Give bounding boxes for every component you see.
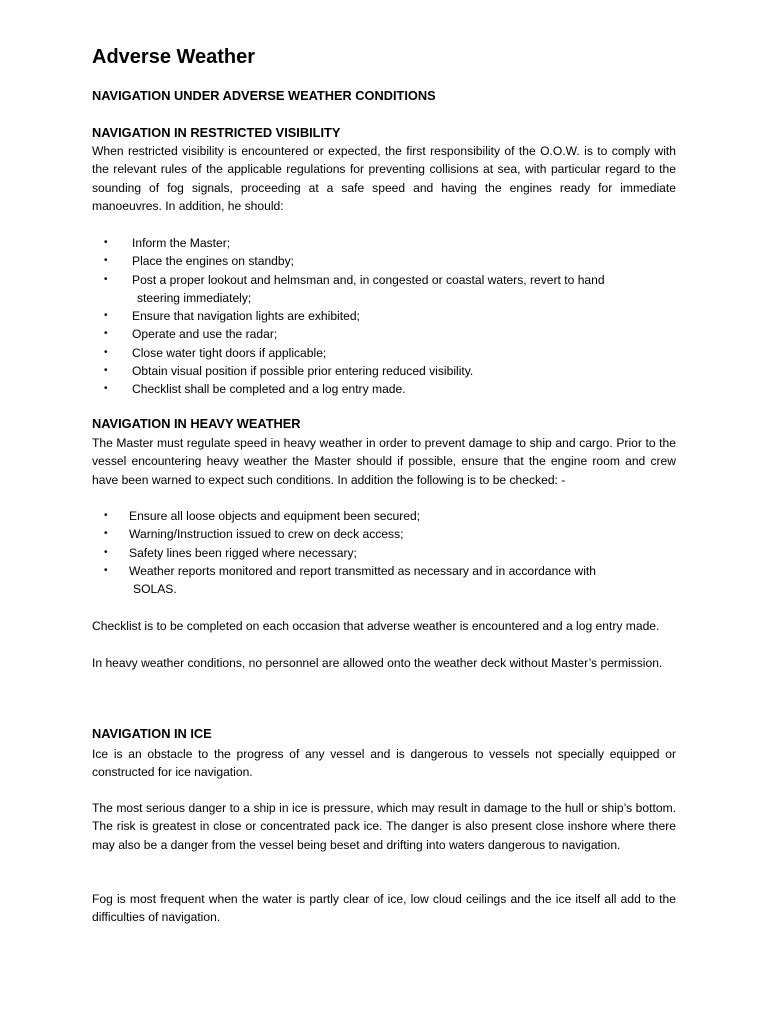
restricted-visibility-heading: NAVIGATION IN RESTRICTED VISIBILITY — [92, 125, 341, 140]
bullet-icon: • — [104, 237, 108, 248]
heavy-weather-list — [92, 507, 676, 598]
restricted-visibility-intro: When restricted visibility is encountered or expected, the first responsibility of the O.O.W. is to comply with the relevant rules of the applicable regulations for preventing collisions at sea, with particular regard to the sounding of fog signals, proceeding at a safe speed and having the engines ready for immediate manoeuvres. In addition, he should: — [92, 144, 676, 214]
bullet-icon: • — [104, 273, 108, 285]
list-item: • Place the engines on standby; — [92, 252, 676, 270]
list-item: • Safety lines been rigged where necessary; — [92, 544, 676, 562]
main-heading: NAVIGATION UNDER ADVERSE WEATHER CONDITIONS — [92, 88, 436, 103]
document-title: Adverse Weather — [92, 46, 256, 68]
heavy-weather-checklist-note: Checklist is to be completed on each occasion that adverse weather is encountered and a log entry made. — [92, 619, 660, 633]
bullet-icon: • — [104, 528, 108, 540]
bullet-icon: • — [104, 365, 108, 377]
list-item: • Obtain visual position if possible prior entering reduced visibility. — [92, 362, 676, 380]
ice-paragraph-1: Ice is an obstacle to the progress of any vessel and is dangerous to vessels not specially equipped or constructed for ice navigation. — [92, 747, 676, 780]
list-item: • Post a proper lookout and helmsman and, in congested or coastal waters, revert to hand steering immediately; — [104, 272, 605, 305]
heavy-weather-permission-note: In heavy weather conditions, no personnel are allowed onto the weather deck without Master’s permission. — [92, 656, 663, 670]
ice-paragraph-2: The most serious danger to a ship in ice is pressure, which may result in damage to the hull or ship’s bottom. The risk is greatest in close or concentrated pack ice. The danger is also present close inshore where there may also be a danger from the vessel being beset and drifting into waters dangerous to navigation. — [92, 801, 676, 852]
list-item: • Operate and use the radar; — [92, 325, 676, 343]
bullet-icon: • — [104, 510, 108, 521]
bullet-icon: • — [104, 546, 108, 558]
list-item: • Ensure that navigation lights are exhibited; — [92, 307, 676, 325]
heavy-weather-intro: The Master must regulate speed in heavy weather in order to prevent damage to ship and cargo. Prior to the vessel encountering heavy weather the Master should if possible, ensure that the engine room and crew have been warned to expect such conditions. In addition the following is to be checked: - — [92, 436, 676, 487]
bullet-icon: • — [104, 383, 108, 395]
list-item: • Ensure all loose objects and equipment been secured; — [92, 507, 676, 525]
heavy-weather-heading: NAVIGATION IN HEAVY WEATHER — [92, 416, 301, 431]
list-item: • Warning/Instruction issued to crew on deck access; — [92, 525, 676, 543]
bullet-icon: • — [104, 328, 108, 340]
bullet-icon: • — [104, 564, 108, 576]
bullet-icon: • — [104, 255, 108, 267]
bullet-icon: • — [104, 310, 108, 322]
list-item: • Checklist shall be completed and a log entry made. — [92, 380, 676, 398]
ice-paragraph-3: Fog is most frequent when the water is partly clear of ice, low cloud ceilings and the ice itself all add to the difficulties of navigation. — [92, 892, 676, 925]
list-item: • Inform the Master; — [92, 234, 676, 252]
ice-heading: NAVIGATION IN ICE — [92, 726, 212, 741]
bullet-icon: • — [104, 346, 108, 358]
list-item: • Weather reports monitored and report transmitted as necessary and in accordance with SOLAS. — [104, 563, 596, 597]
restricted-visibility-list — [92, 234, 676, 399]
list-item: • Close water tight doors if applicable; — [92, 344, 676, 362]
